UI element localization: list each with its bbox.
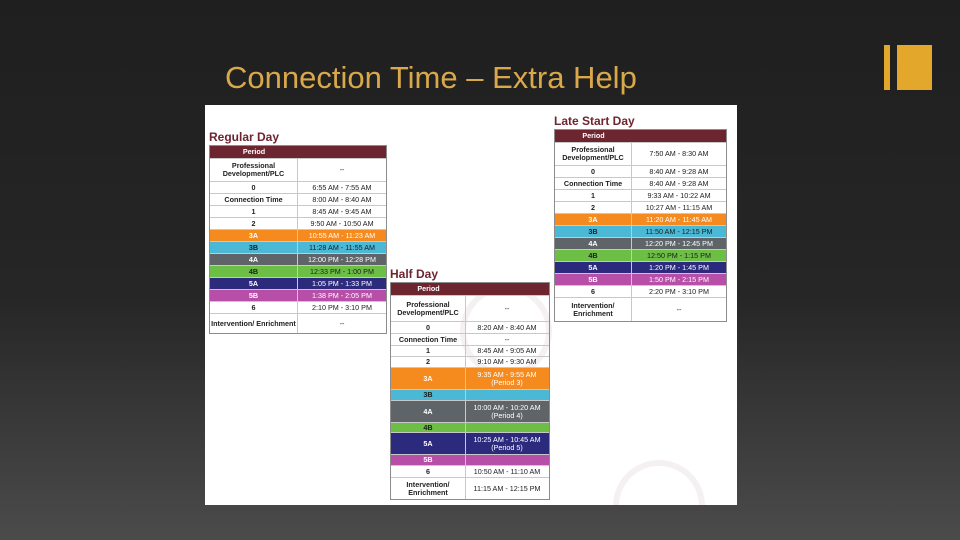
late-start-day-table [554,129,727,322]
period-column-header: Period [242,147,266,156]
period-cell: Connection Time [210,194,298,205]
time-cell: -- [504,303,510,313]
time-cell: 11:50 AM - 12:15 PM [645,226,713,236]
time-cell: -- [504,334,510,344]
schedule-sheet [205,105,737,505]
period-cell: Professional Development/PLC [210,159,298,181]
table-row [555,142,726,165]
period-cell: 3B [555,226,632,237]
accent-bar-thin [884,45,890,90]
period-cell: Professional Development/PLC [555,143,632,165]
period-cell: 4B [555,250,632,261]
time-cell: 2:20 PM - 3:10 PM [649,286,709,296]
table-row [210,253,386,265]
time-cell: 1:50 PM - 2:15 PM [649,274,709,284]
accent-bar-thick [897,45,932,90]
table-row [210,265,386,277]
table-row [210,181,386,193]
time-cell: 12:00 PM - 12:28 PM [308,254,376,264]
time-cell: -- [339,318,345,328]
table-row [210,229,386,241]
time-cell: 10:27 AM - 11:15 AM [645,202,713,212]
time-cell: 10:00 AM - 10:20 AM (Period 4) [473,402,541,420]
table-row [555,189,726,201]
time-cell: -- [339,165,345,174]
table-row [391,333,549,345]
period-cell: 1 [210,206,298,217]
time-cell: 10:50 AM - 11:10 AM [473,466,541,476]
period-cell: Connection Time [391,334,466,345]
table-header [555,130,726,142]
table-row [555,297,726,321]
period-cell: Professional Development/PLC [391,296,466,321]
period-cell: 3A [210,230,298,241]
time-cell: 9:33 AM - 10:22 AM [647,190,711,200]
period-cell: 6 [210,302,298,313]
half-day-schedule [390,266,550,500]
time-cell: 12:33 PM - 1:00 PM [310,266,374,276]
table-row [555,249,726,261]
period-cell: Connection Time [555,178,632,189]
period-cell: 5A [210,278,298,289]
table-row [210,301,386,313]
table-row [555,273,726,285]
time-cell: 9:50 AM - 10:50 AM [310,218,374,228]
table-row [391,465,549,477]
table-row [555,261,726,273]
table-row [555,213,726,225]
table-row [210,217,386,229]
period-cell: 3A [555,214,632,225]
period-cell: 4B [391,423,466,432]
time-cell: 8:00 AM - 8:40 AM [312,194,372,204]
period-cell: 0 [210,182,298,193]
half-day-table [390,282,550,500]
period-cell: 2 [555,202,632,213]
table-row [555,225,726,237]
time-cell: -- [676,304,682,314]
period-cell: 4A [391,401,466,422]
slide-title: Connection Time – Extra Help [225,60,637,95]
period-cell: 2 [210,218,298,229]
time-column-header [466,283,548,295]
time-cell: 8:45 AM - 9:45 AM [312,206,372,216]
time-cell: 12:50 PM - 1:15 PM [647,250,711,260]
time-cell: 2:10 PM - 3:10 PM [312,302,372,312]
table-row [391,454,549,465]
time-cell: 1:20 PM - 1:45 PM [649,262,709,272]
period-cell: 6 [391,466,466,477]
time-cell: 12:20 PM - 12:45 PM [645,238,713,248]
table-row [391,477,549,499]
period-cell: 4A [210,254,298,265]
table-row [210,241,386,253]
period-cell: 5B [391,455,466,465]
time-column-header [632,130,726,142]
period-cell: 1 [555,190,632,201]
half-day-heading: Half Day [390,267,439,281]
table-row [391,389,549,400]
table-row [391,432,549,454]
period-cell: Intervention/ Enrichment [391,478,466,499]
time-cell: 8:45 AM - 9:05 AM [477,346,537,355]
period-cell: 3B [210,242,298,253]
period-cell: 5A [391,433,466,454]
time-cell: 8:40 AM - 9:28 AM [649,178,709,188]
time-cell: 8:20 AM - 8:40 AM [477,322,537,332]
time-cell: 6:55 AM - 7:55 AM [312,182,372,192]
period-cell: 5B [555,274,632,285]
table-row [210,158,386,181]
table-row [555,165,726,177]
time-column-header [298,146,386,158]
table-row [391,367,549,389]
school-seal-watermark [613,460,705,505]
period-cell: 3B [391,390,466,400]
period-column-header: Period [582,131,605,140]
table-row [210,277,386,289]
period-cell: 2 [391,357,466,367]
time-cell [466,423,548,432]
table-row [391,422,549,432]
period-cell: Intervention/ Enrichment [555,298,632,321]
table-row [555,237,726,249]
regular-day-heading: Regular Day [209,130,280,144]
time-cell [466,390,548,400]
table-row [555,201,726,213]
table-row [391,295,549,321]
period-cell: Intervention/ Enrichment [210,314,298,333]
time-cell: 11:20 AM - 11:45 AM [645,214,713,224]
time-cell: 1:38 PM - 2:05 PM [312,290,372,300]
table-row [391,321,549,333]
table-row [210,193,386,205]
period-cell: 5B [210,290,298,301]
regular-day-table [209,145,387,334]
time-cell: 10:55 AM - 11:23 AM [308,230,376,240]
table-row [391,345,549,356]
time-cell: 7:50 AM - 8:30 AM [649,149,709,158]
time-cell: 11:28 AM - 11:55 AM [308,242,376,252]
table-row [555,285,726,297]
period-cell: 4B [210,266,298,277]
period-cell: 0 [391,322,466,333]
time-cell: 8:40 AM - 9:28 AM [649,166,709,176]
time-cell: 1:05 PM - 1:33 PM [312,278,372,288]
late-start-day-schedule [554,113,727,322]
period-cell: 6 [555,286,632,297]
table-row [210,205,386,217]
time-cell: 9:35 AM - 9:55 AM (Period 3) [477,369,537,387]
table-header [210,146,386,158]
time-cell: 11:15 AM - 12:15 PM [473,483,541,493]
table-row [210,289,386,301]
time-cell: 10:25 AM - 10:45 AM (Period 5) [473,434,541,452]
table-row [210,313,386,333]
period-cell: 4A [555,238,632,249]
table-header [391,283,549,295]
period-column-header: Period [417,284,440,293]
table-row [391,356,549,367]
period-cell: 3A [391,368,466,389]
late-start-day-heading: Late Start Day [554,114,635,128]
period-cell: 5A [555,262,632,273]
period-cell: 0 [555,166,632,177]
table-row [555,177,726,189]
time-cell [466,455,548,465]
regular-day-schedule [209,129,387,334]
table-row [391,400,549,422]
period-cell: 1 [391,346,466,356]
time-cell: 9:10 AM - 9:30 AM [477,357,537,366]
